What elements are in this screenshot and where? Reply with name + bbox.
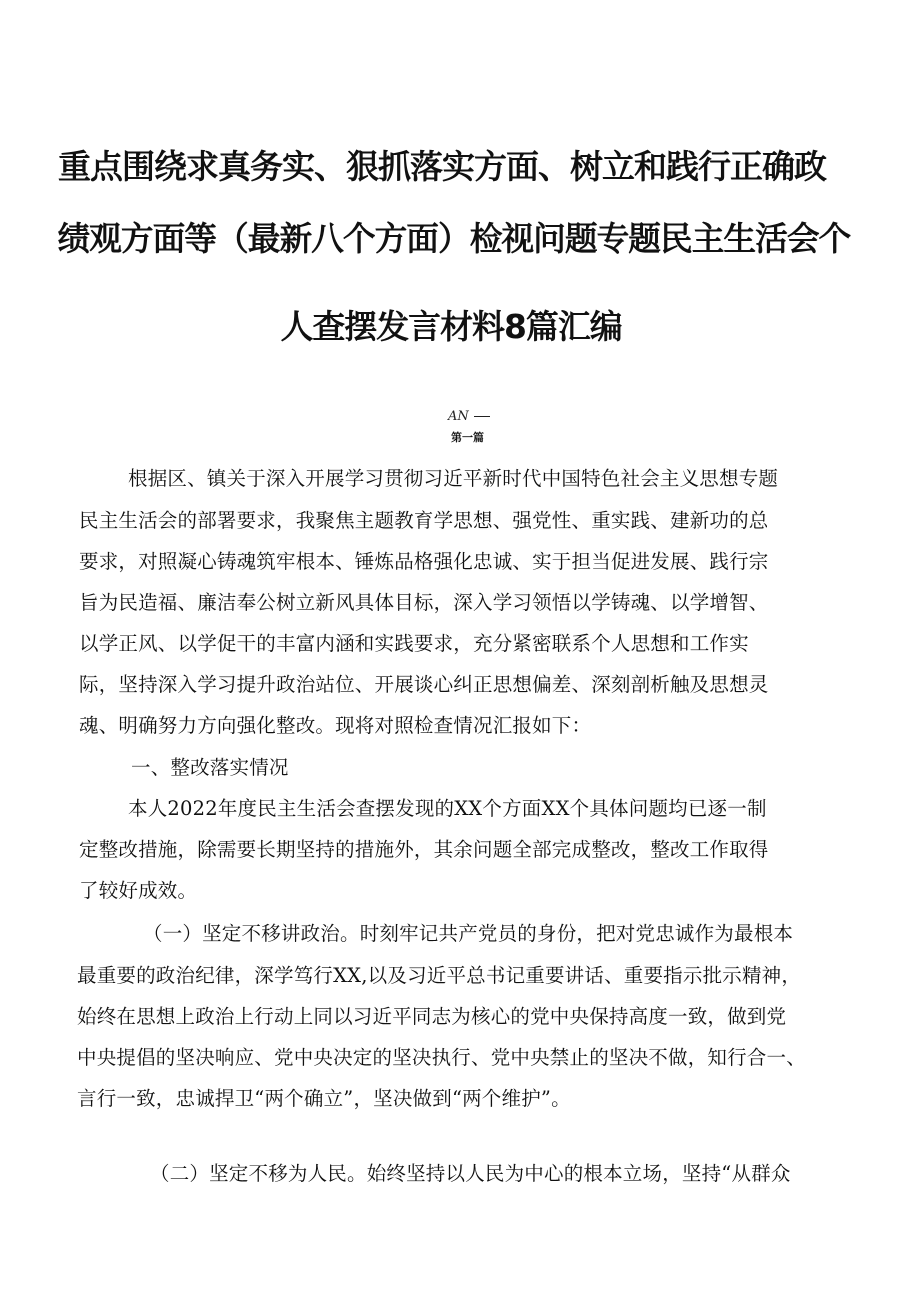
body-line: （一）坚定不移讲政治。时刻牢记共产党员的身份，把对党忠诚作为最根本 xyxy=(143,922,794,945)
page-mark-text: AN xyxy=(448,409,469,424)
body-line: 言行一致，忠诚捍卫“两个确立”，坚决做到“两个维护”。 xyxy=(77,1087,571,1110)
body-line: 以学正风、以学促干的丰富内涵和实践要求，充分紧密联系个人思想和工作实 xyxy=(79,632,749,655)
body-line: 最重要的政治纪律，深学笃行XX,以及习近平总书记重要讲话、重要指示批示精神， xyxy=(77,964,802,987)
page-mark xyxy=(448,409,490,424)
mark-underline xyxy=(474,416,490,417)
section-heading: 一、整改落实情况 xyxy=(131,756,289,779)
body-line: 旨为民造福、廉洁奉公树立新风具体目标，深入学习领悟以学铸魂、以学增智、 xyxy=(79,591,769,614)
body-line: 要求，对照凝心铸魂筑牢根本、锤炼品格强化忠诚、实于担当促进发展、践行宗 xyxy=(79,550,769,573)
chapter-heading: 第一篇 xyxy=(451,431,484,444)
body-line: 根据区、镇关于深入开展学习贯彻习近平新时代中国特色社会主义思想专题 xyxy=(128,467,779,490)
body-line: 际，坚持深入学习提升政治站位、开展谈心纠正思想偏差、深刻剖析触及思想灵 xyxy=(79,673,769,696)
body-line: 中央提倡的坚决响应、党中央决定的坚决执行、党中央禁止的坚决不做，知行合一、 xyxy=(77,1046,806,1069)
body-line: 本人2022年度民主生活会查摆发现的XX个方面XX个具体问题均已逐一制 xyxy=(128,797,767,820)
body-line: 始终在思想上政治上行动上同以习近平同志为核心的党中央保持高度一致，做到党 xyxy=(77,1005,787,1028)
body-line: 了较好成效。 xyxy=(79,879,198,902)
document-title-line-1: 重点围绕求真务实、狠抓落实方面、树立和践行正确政 xyxy=(58,147,826,186)
body-line: （二）坚定不移为人民。始终坚持以人民为中心的根本立场，坚持“从群众 xyxy=(150,1162,791,1185)
document-title-line-2: 绩观方面等（最新八个方面）检视问题专题民主生活会个 xyxy=(57,219,851,258)
document-title-line-3: 人查摆发言材料8篇汇编 xyxy=(280,307,622,346)
body-line: 魂、明确努力方向强化整改。现将对照检查情况汇报如下： xyxy=(79,714,592,737)
body-line: 民主生活会的部署要求，我聚焦主题教育学思想、强党性、重实践、建新功的总 xyxy=(79,509,769,532)
body-line: 定整改措施，除需要长期坚持的措施外，其余问题全部完成整改，整改工作取得 xyxy=(79,838,769,861)
